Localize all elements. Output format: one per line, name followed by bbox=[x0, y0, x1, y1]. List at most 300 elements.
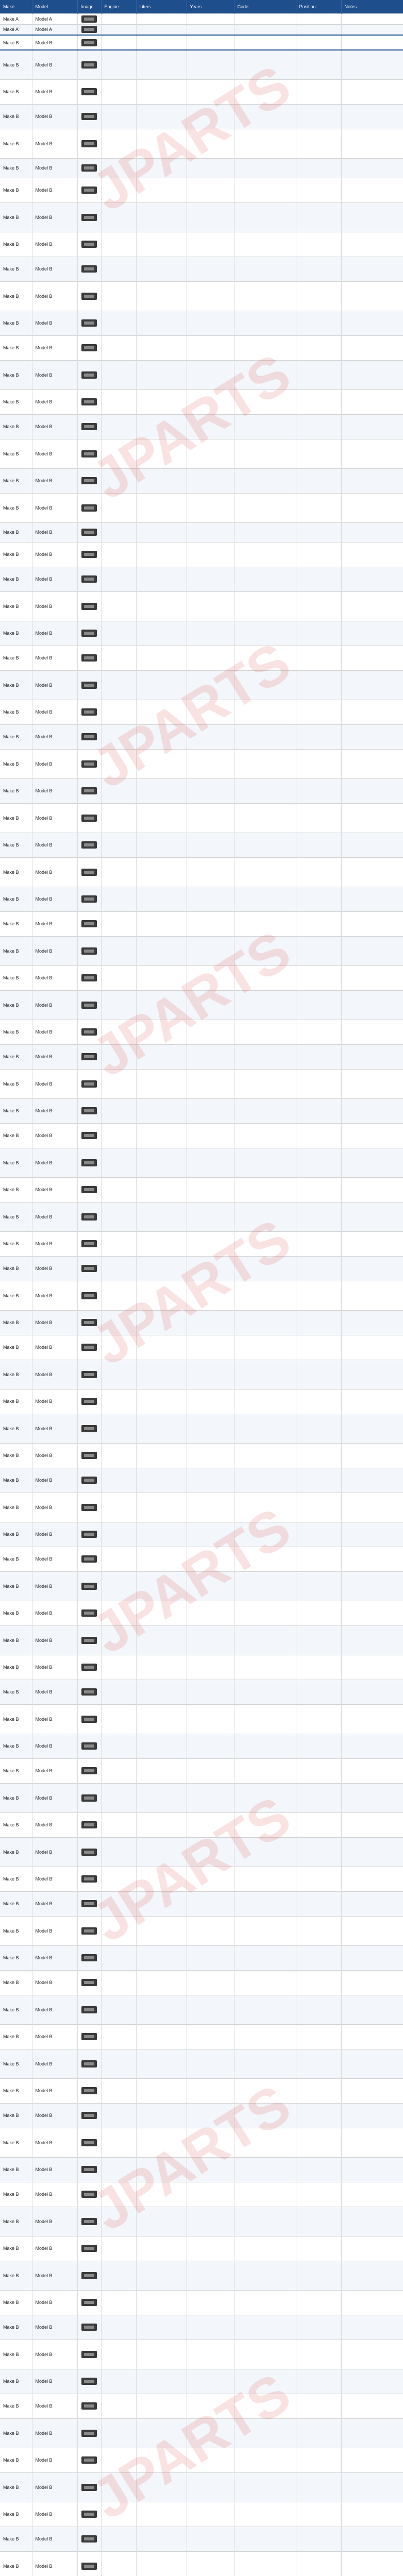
cell-years bbox=[187, 50, 234, 79]
cell-model: Model B bbox=[32, 1468, 77, 1493]
part-image-icon[interactable] bbox=[81, 1716, 97, 1723]
table-row bbox=[0, 1625, 403, 1655]
part-image-icon[interactable] bbox=[81, 760, 97, 768]
cell-image bbox=[77, 2157, 101, 2182]
cell-years bbox=[187, 1601, 234, 1625]
cell-liters bbox=[136, 1281, 187, 1310]
cell-notes bbox=[341, 104, 403, 129]
cell-engine bbox=[101, 2261, 136, 2290]
cell-liters bbox=[136, 2182, 187, 2207]
cell-make: Make B bbox=[0, 1098, 32, 1123]
part-image-icon[interactable] bbox=[81, 1213, 97, 1221]
part-image-icon[interactable] bbox=[81, 265, 97, 273]
part-image-icon[interactable] bbox=[81, 708, 97, 716]
cell-engine bbox=[101, 833, 136, 857]
part-image-icon[interactable] bbox=[81, 2087, 97, 2094]
cell-model: Model B bbox=[32, 2103, 77, 2128]
cell-make: Make B bbox=[0, 468, 32, 493]
cell-code bbox=[234, 257, 296, 281]
cell-image bbox=[77, 104, 101, 129]
cell-image bbox=[77, 1916, 101, 1945]
part-image-icon[interactable] bbox=[81, 1637, 97, 1644]
cell-years bbox=[187, 1310, 234, 1335]
cell-notes bbox=[341, 414, 403, 439]
cell-engine bbox=[101, 2502, 136, 2527]
part-image-icon[interactable] bbox=[81, 1555, 97, 1563]
cell-liters bbox=[136, 567, 187, 591]
part-image-icon[interactable] bbox=[81, 423, 97, 430]
part-image-icon[interactable] bbox=[81, 2166, 97, 2173]
cell-image bbox=[77, 2128, 101, 2157]
part-image-icon[interactable] bbox=[81, 1504, 97, 1511]
part-image-icon[interactable] bbox=[81, 733, 97, 740]
cell-code bbox=[234, 567, 296, 591]
part-image-icon[interactable] bbox=[81, 1821, 97, 1828]
part-image-icon[interactable] bbox=[81, 2402, 97, 2410]
table-row bbox=[0, 2315, 403, 2340]
cell-image bbox=[77, 522, 101, 542]
part-image-icon[interactable] bbox=[81, 319, 97, 327]
part-image-icon[interactable] bbox=[81, 88, 97, 95]
cell-image bbox=[77, 389, 101, 414]
cell-position bbox=[296, 414, 341, 439]
cell-liters bbox=[136, 1148, 187, 1177]
cell-notes bbox=[341, 803, 403, 833]
cell-liters bbox=[136, 1098, 187, 1123]
part-image-icon[interactable] bbox=[81, 1371, 97, 1378]
cell-model: Model B bbox=[32, 1891, 77, 1916]
cell-image bbox=[77, 542, 101, 567]
cell-liters bbox=[136, 1625, 187, 1655]
cell-years bbox=[187, 202, 234, 232]
part-image-icon[interactable] bbox=[81, 895, 97, 903]
part-image-icon[interactable] bbox=[81, 2351, 97, 2358]
part-image-icon[interactable] bbox=[81, 26, 97, 33]
cell-engine bbox=[101, 2157, 136, 2182]
table-row bbox=[0, 1020, 403, 1044]
cell-make: Make B bbox=[0, 50, 32, 79]
cell-image bbox=[77, 1148, 101, 1177]
cell-model: Model B bbox=[32, 493, 77, 522]
part-image-icon[interactable] bbox=[81, 2299, 97, 2306]
table-row bbox=[0, 1812, 403, 1837]
part-image-icon[interactable] bbox=[81, 2006, 97, 2013]
cell-model: Model B bbox=[32, 911, 77, 936]
part-image-icon[interactable] bbox=[81, 1954, 97, 1961]
table-row bbox=[0, 178, 403, 202]
cell-years bbox=[187, 887, 234, 911]
cell-engine bbox=[101, 1443, 136, 1468]
cell-position bbox=[296, 1625, 341, 1655]
cell-code bbox=[234, 911, 296, 936]
cell-model: Model B bbox=[32, 2049, 77, 2078]
cell-liters bbox=[136, 2448, 187, 2472]
cell-position bbox=[296, 1995, 341, 2024]
cell-image bbox=[77, 1256, 101, 1281]
table-row bbox=[0, 2290, 403, 2315]
part-image-icon[interactable] bbox=[81, 1609, 97, 1617]
cell-liters bbox=[136, 468, 187, 493]
part-image-icon[interactable] bbox=[81, 947, 97, 955]
part-image-icon[interactable] bbox=[81, 1900, 97, 1907]
cell-code bbox=[234, 1414, 296, 1443]
cell-model: Model B bbox=[32, 1020, 77, 1044]
table-row bbox=[0, 2502, 403, 2527]
part-image-icon[interactable] bbox=[81, 164, 97, 172]
cell-make: Make B bbox=[0, 2502, 32, 2527]
cell-notes bbox=[341, 2551, 403, 2576]
part-image-icon[interactable] bbox=[81, 920, 97, 927]
cell-code bbox=[234, 1389, 296, 1414]
cell-liters bbox=[136, 129, 187, 158]
part-image-icon[interactable] bbox=[81, 2484, 97, 2491]
cell-years bbox=[187, 2340, 234, 2369]
cell-code bbox=[234, 335, 296, 360]
cell-code bbox=[234, 936, 296, 965]
table-row bbox=[0, 1177, 403, 1202]
table-row bbox=[0, 2448, 403, 2472]
cell-code bbox=[234, 1148, 296, 1177]
part-image-icon[interactable] bbox=[81, 2033, 97, 2040]
part-image-icon[interactable] bbox=[81, 2430, 97, 2437]
cell-engine bbox=[101, 803, 136, 833]
cell-image bbox=[77, 990, 101, 1020]
cell-make: Make B bbox=[0, 2078, 32, 2103]
cell-make: Make B bbox=[0, 1069, 32, 1098]
cell-model: Model B bbox=[32, 522, 77, 542]
part-image-icon[interactable] bbox=[81, 2218, 97, 2225]
part-image-icon[interactable] bbox=[81, 841, 97, 849]
part-image-icon[interactable] bbox=[81, 1159, 97, 1166]
cell-liters bbox=[136, 50, 187, 79]
cell-liters bbox=[136, 621, 187, 646]
table-row bbox=[0, 2472, 403, 2502]
table-row bbox=[0, 1414, 403, 1443]
part-image-icon[interactable] bbox=[81, 1664, 97, 1671]
part-image-icon[interactable] bbox=[81, 575, 97, 583]
cell-model: Model B bbox=[32, 468, 77, 493]
header-row bbox=[0, 0, 403, 13]
cell-position bbox=[296, 311, 341, 335]
cell-model: Model B bbox=[32, 2448, 77, 2472]
cell-position bbox=[296, 2207, 341, 2236]
part-image-icon[interactable] bbox=[81, 603, 97, 610]
cell-model: Model B bbox=[32, 2418, 77, 2448]
part-image-icon[interactable] bbox=[81, 1979, 97, 1986]
watermark-text: JPARTS bbox=[81, 1207, 301, 1378]
cell-engine bbox=[101, 2472, 136, 2502]
part-image-icon[interactable] bbox=[81, 1002, 97, 1009]
cell-engine bbox=[101, 2128, 136, 2157]
part-image-icon[interactable] bbox=[81, 1849, 97, 1856]
cell-make: Make B bbox=[0, 2551, 32, 2576]
part-image-icon[interactable] bbox=[81, 1425, 97, 1432]
cell-notes bbox=[341, 857, 403, 887]
cell-engine bbox=[101, 257, 136, 281]
cell-model: Model B bbox=[32, 2290, 77, 2315]
part-image-icon[interactable] bbox=[81, 2272, 97, 2279]
cell-image bbox=[77, 1837, 101, 1867]
cell-years bbox=[187, 778, 234, 803]
cell-image bbox=[77, 414, 101, 439]
part-image-icon[interactable] bbox=[81, 1742, 97, 1750]
part-image-icon[interactable] bbox=[81, 1688, 97, 1696]
part-image-icon[interactable] bbox=[81, 630, 97, 637]
cell-years bbox=[187, 1995, 234, 2024]
part-image-icon[interactable] bbox=[81, 140, 97, 147]
cell-make: Make B bbox=[0, 1680, 32, 1704]
cell-liters bbox=[136, 833, 187, 857]
cell-engine bbox=[101, 1493, 136, 1522]
cell-position bbox=[296, 2182, 341, 2207]
part-image-icon[interactable] bbox=[81, 1107, 97, 1114]
cell-years bbox=[187, 1970, 234, 1995]
cell-liters bbox=[136, 414, 187, 439]
cell-notes bbox=[341, 887, 403, 911]
part-image-icon[interactable] bbox=[81, 1344, 97, 1351]
cell-years bbox=[187, 990, 234, 1020]
part-image-icon[interactable] bbox=[81, 344, 97, 351]
part-image-icon[interactable] bbox=[81, 1319, 97, 1326]
cell-image bbox=[77, 1177, 101, 1202]
table-row bbox=[0, 1783, 403, 1812]
cell-years bbox=[187, 833, 234, 857]
cell-image bbox=[77, 857, 101, 887]
part-image-icon[interactable] bbox=[81, 39, 97, 46]
cell-engine bbox=[101, 360, 136, 389]
cell-make: Make B bbox=[0, 936, 32, 965]
cell-liters bbox=[136, 311, 187, 335]
cell-code bbox=[234, 2078, 296, 2103]
cell-position bbox=[296, 2472, 341, 2502]
part-image-icon[interactable] bbox=[81, 504, 97, 512]
part-image-icon[interactable] bbox=[81, 214, 97, 221]
cell-image bbox=[77, 1867, 101, 1891]
cell-make: Make B bbox=[0, 1256, 32, 1281]
part-image-icon[interactable] bbox=[81, 477, 97, 484]
cell-years bbox=[187, 2207, 234, 2236]
part-image-icon[interactable] bbox=[81, 682, 97, 689]
cell-image bbox=[77, 202, 101, 232]
cell-make: Make B bbox=[0, 2261, 32, 2290]
cell-liters bbox=[136, 646, 187, 670]
liters-header: Liters bbox=[136, 0, 187, 13]
cell-code bbox=[234, 1547, 296, 1571]
part-image-icon[interactable] bbox=[81, 113, 97, 120]
cell-years bbox=[187, 2261, 234, 2290]
table-row bbox=[0, 542, 403, 567]
cell-make: Make B bbox=[0, 522, 32, 542]
part-image-icon[interactable] bbox=[81, 1927, 97, 1935]
image-header: Image bbox=[77, 0, 101, 13]
cell-position bbox=[296, 778, 341, 803]
part-image-icon[interactable] bbox=[81, 2112, 97, 2119]
cell-image bbox=[77, 1231, 101, 1256]
cell-image bbox=[77, 1360, 101, 1389]
part-image-icon[interactable] bbox=[81, 61, 97, 69]
part-image-icon[interactable] bbox=[81, 2191, 97, 2198]
cell-image bbox=[77, 1734, 101, 1758]
part-image-icon[interactable] bbox=[81, 2535, 97, 2543]
part-image-icon[interactable] bbox=[81, 974, 97, 981]
cell-notes bbox=[341, 724, 403, 749]
cell-image bbox=[77, 1812, 101, 1837]
part-image-icon[interactable] bbox=[81, 1240, 97, 1247]
part-image-icon[interactable] bbox=[81, 1186, 97, 1193]
cell-model: Model B bbox=[32, 1493, 77, 1522]
cell-liters bbox=[136, 887, 187, 911]
cell-make: Make B bbox=[0, 1522, 32, 1547]
table-row bbox=[0, 1891, 403, 1916]
cell-make: Make B bbox=[0, 1360, 32, 1389]
cell-notes bbox=[341, 749, 403, 778]
cell-code bbox=[234, 1177, 296, 1202]
cell-position bbox=[296, 1522, 341, 1547]
cell-liters bbox=[136, 591, 187, 621]
cell-make: Make B bbox=[0, 360, 32, 389]
cell-code bbox=[234, 35, 296, 50]
cell-years bbox=[187, 2049, 234, 2078]
part-image-icon[interactable] bbox=[81, 2139, 97, 2146]
cell-code bbox=[234, 1310, 296, 1335]
table-row bbox=[0, 749, 403, 778]
part-image-icon[interactable] bbox=[81, 1028, 97, 1036]
cell-notes bbox=[341, 1625, 403, 1655]
cell-notes bbox=[341, 2207, 403, 2236]
cell-position bbox=[296, 803, 341, 833]
cell-engine bbox=[101, 1281, 136, 1310]
cell-image bbox=[77, 2394, 101, 2418]
cell-code bbox=[234, 670, 296, 700]
part-image-icon[interactable] bbox=[81, 1398, 97, 1405]
part-image-icon[interactable] bbox=[81, 1794, 97, 1802]
cell-years bbox=[187, 1020, 234, 1044]
cell-notes bbox=[341, 1837, 403, 1867]
part-image-icon[interactable] bbox=[81, 450, 97, 457]
cell-years bbox=[187, 439, 234, 468]
part-image-icon[interactable] bbox=[81, 2456, 97, 2464]
cell-engine bbox=[101, 1812, 136, 1837]
part-image-icon[interactable] bbox=[81, 654, 97, 662]
part-image-icon[interactable] bbox=[81, 1080, 97, 1088]
cell-make: Make B bbox=[0, 857, 32, 887]
cell-image bbox=[77, 2472, 101, 2502]
cell-years bbox=[187, 1680, 234, 1704]
cell-model: Model B bbox=[32, 232, 77, 257]
cell-notes bbox=[341, 936, 403, 965]
part-image-icon[interactable] bbox=[81, 15, 97, 23]
part-image-icon[interactable] bbox=[81, 869, 97, 876]
part-image-icon[interactable] bbox=[81, 241, 97, 248]
part-image-icon[interactable] bbox=[81, 2378, 97, 2385]
cell-image bbox=[77, 1281, 101, 1310]
part-image-icon[interactable] bbox=[81, 551, 97, 558]
cell-make: Make B bbox=[0, 1970, 32, 1995]
part-image-icon[interactable] bbox=[81, 398, 97, 405]
part-image-icon[interactable] bbox=[81, 1292, 97, 1299]
part-image-icon[interactable] bbox=[81, 815, 97, 822]
part-image-icon[interactable] bbox=[81, 371, 97, 379]
cell-liters bbox=[136, 1443, 187, 1468]
part-image-icon[interactable] bbox=[81, 1053, 97, 1060]
cell-image bbox=[77, 1758, 101, 1783]
cell-engine bbox=[101, 911, 136, 936]
table-row bbox=[0, 1734, 403, 1758]
part-image-icon[interactable] bbox=[81, 1477, 97, 1484]
part-image-icon[interactable] bbox=[81, 2245, 97, 2252]
cell-code bbox=[234, 1020, 296, 1044]
cell-liters bbox=[136, 2394, 187, 2418]
cell-years bbox=[187, 1389, 234, 1414]
cell-code bbox=[234, 2527, 296, 2551]
cell-engine bbox=[101, 1547, 136, 1571]
part-image-icon[interactable] bbox=[81, 1875, 97, 1883]
cell-make: Make B bbox=[0, 389, 32, 414]
part-image-icon[interactable] bbox=[81, 293, 97, 300]
cell-model: Model B bbox=[32, 2024, 77, 2049]
cell-liters bbox=[136, 1995, 187, 2024]
cell-years bbox=[187, 232, 234, 257]
part-image-icon[interactable] bbox=[81, 1265, 97, 1272]
cell-code bbox=[234, 2394, 296, 2418]
cell-notes bbox=[341, 1148, 403, 1177]
engine-header: Engine bbox=[101, 0, 136, 13]
cell-model: Model B bbox=[32, 567, 77, 591]
cell-years bbox=[187, 1281, 234, 1310]
cell-position bbox=[296, 2369, 341, 2394]
cell-years bbox=[187, 857, 234, 887]
cell-position bbox=[296, 1837, 341, 1867]
cell-position bbox=[296, 670, 341, 700]
cell-engine bbox=[101, 1655, 136, 1680]
cell-make: Make B bbox=[0, 1704, 32, 1734]
cell-image bbox=[77, 1655, 101, 1680]
part-image-icon[interactable] bbox=[81, 2324, 97, 2331]
cell-liters bbox=[136, 1360, 187, 1389]
cell-model: Model B bbox=[32, 389, 77, 414]
cell-make: Make B bbox=[0, 2340, 32, 2369]
cell-position bbox=[296, 468, 341, 493]
part-image-icon[interactable] bbox=[81, 1531, 97, 1538]
part-image-icon[interactable] bbox=[81, 529, 97, 536]
table-row bbox=[0, 232, 403, 257]
table-row bbox=[0, 1704, 403, 1734]
part-image-icon[interactable] bbox=[81, 2060, 97, 2067]
table-row bbox=[0, 1916, 403, 1945]
cell-engine bbox=[101, 2182, 136, 2207]
part-image-icon[interactable] bbox=[81, 1767, 97, 1774]
table-row bbox=[0, 1837, 403, 1867]
cell-code bbox=[234, 1443, 296, 1468]
cell-make: Make B bbox=[0, 1231, 32, 1256]
cell-image bbox=[77, 2551, 101, 2576]
cell-years bbox=[187, 542, 234, 567]
part-image-icon[interactable] bbox=[81, 2563, 97, 2570]
part-image-icon[interactable] bbox=[81, 2511, 97, 2518]
part-image-icon[interactable] bbox=[81, 1132, 97, 1139]
cell-model: Model B bbox=[32, 2078, 77, 2103]
cell-notes bbox=[341, 1655, 403, 1680]
cell-liters bbox=[136, 2315, 187, 2340]
cell-image bbox=[77, 1891, 101, 1916]
part-image-icon[interactable] bbox=[81, 787, 97, 794]
part-image-icon[interactable] bbox=[81, 1583, 97, 1590]
part-image-icon[interactable] bbox=[81, 187, 97, 194]
cell-make: Make B bbox=[0, 591, 32, 621]
cell-engine bbox=[101, 1734, 136, 1758]
cell-make: Make B bbox=[0, 178, 32, 202]
part-image-icon[interactable] bbox=[81, 1452, 97, 1459]
